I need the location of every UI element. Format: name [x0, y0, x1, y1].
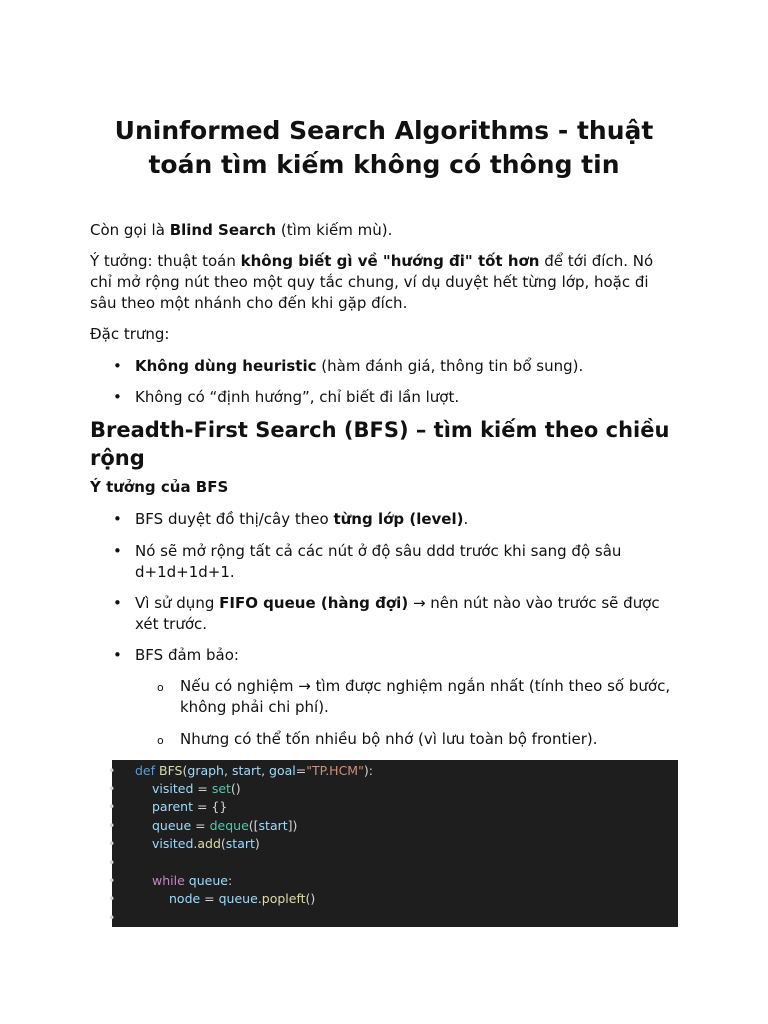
bullet-icon: •	[108, 781, 116, 796]
idea-text: Ý tưởng: thuật toán	[90, 252, 241, 270]
idea-text: để tới đích. Nó chỉ mở rộng nút theo một quy tắc chung, ví dụ duyệt hết từng lớp, hoặc đi sâu theo một nhánh cho đến khi gặp đích.	[90, 252, 654, 312]
bullet-icon: •	[108, 855, 116, 870]
code-token: start	[231, 763, 262, 778]
code-line	[108, 798, 678, 816]
code-token: set	[211, 781, 231, 796]
code-token: (	[182, 763, 188, 778]
bfs-heading: Breadth-First Search (BFS) – tìm kiếm theo chiều rộng	[90, 418, 670, 470]
feature-bold: Không dùng heuristic	[135, 357, 317, 375]
intro-paragraph-2	[90, 251, 668, 314]
bullet-icon: •	[108, 799, 116, 814]
bullet-icon: •	[113, 357, 122, 375]
code-token: queue	[152, 818, 192, 833]
code-token: ):	[363, 763, 373, 778]
code-token: while	[152, 873, 185, 888]
bullet-icon: •	[108, 836, 116, 851]
intro-bold: Blind Search	[169, 221, 277, 239]
code-token: = {}	[192, 799, 228, 814]
bullet-icon: •	[113, 542, 122, 560]
circle-bullet-icon: o	[157, 681, 164, 694]
code-line	[108, 890, 678, 908]
code-token: BFS	[159, 763, 183, 778]
code-token: start	[258, 818, 288, 833]
code-token: def	[135, 763, 156, 778]
item-bold: từng lớp (level)	[333, 510, 464, 528]
intro-paragraph-1	[90, 220, 670, 241]
code-block	[108, 760, 678, 927]
list-item	[113, 509, 680, 530]
page-title: Uninformed Search Algorithms - thuật toán tìm kiếm không có thông tin	[114, 116, 654, 179]
code-line	[108, 780, 678, 798]
code-token: queue	[188, 873, 228, 888]
bullet-icon: •	[113, 510, 122, 528]
item-text: → nên nút nào vào trước sẽ được xét trước.	[135, 594, 660, 633]
circle-bullet-icon: o	[157, 734, 164, 747]
code-token: ,	[261, 763, 270, 778]
intro-text: Còn gọi là	[90, 221, 170, 239]
features-label: Đặc trưng:	[90, 325, 170, 343]
code-line	[108, 909, 678, 927]
item-text: .	[463, 510, 469, 528]
subitem-text: Nhưng có thể tốn nhiều bộ nhớ (vì lưu toàn bộ frontier).	[180, 730, 598, 748]
code-token: "TP.HCM"	[306, 763, 364, 778]
intro-text: (tìm kiếm mù).	[276, 221, 393, 239]
code-token: .	[257, 891, 262, 906]
code-token: =	[295, 763, 307, 778]
bullet-icon: •	[108, 873, 116, 888]
code-line	[108, 762, 678, 780]
sub-list-item	[157, 729, 680, 750]
bullet-icon: •	[108, 818, 116, 833]
code-line	[108, 835, 678, 853]
item-text: Vì sử dụng	[135, 594, 220, 612]
code-token: :	[227, 873, 233, 888]
item-text: BFS đảm bảo:	[135, 646, 239, 664]
bullet-icon: •	[113, 388, 122, 406]
code-token: ()	[230, 781, 241, 796]
code-token: (	[220, 836, 226, 851]
item-bold: FIFO queue (hàng đợi)	[219, 594, 409, 612]
list-item	[113, 387, 680, 408]
code-token: parent	[152, 799, 193, 814]
bullet-icon: •	[113, 646, 122, 664]
feature-text: (hàm đánh giá, thông tin bổ sung).	[316, 357, 584, 375]
code-token: =	[193, 781, 212, 796]
sub-list-item	[157, 676, 680, 718]
code-token: .	[193, 836, 198, 851]
code-token: =	[200, 891, 219, 906]
bfs-subheading: Ý tưởng của BFS	[90, 478, 229, 496]
code-token: goal	[269, 763, 296, 778]
bullet-icon: •	[108, 763, 116, 778]
code-token: node	[169, 891, 201, 906]
bullet-icon: •	[108, 910, 116, 925]
code-token: )	[254, 836, 260, 851]
code-token: graph	[187, 763, 224, 778]
code-token: popleft	[261, 891, 306, 906]
list-item	[113, 645, 680, 666]
code-token: ,	[223, 763, 232, 778]
idea-bold: không biết gì về "hướng đi" tốt hơn	[240, 252, 540, 270]
feature-text: Không có “định hướng”, chỉ biết đi lần lượt.	[135, 388, 460, 406]
list-item	[113, 593, 670, 635]
code-token: visited	[152, 836, 194, 851]
list-item	[113, 356, 680, 377]
code-token: =	[191, 818, 210, 833]
subitem-text: Nếu có nghiệm → tìm được nghiệm ngắn nhất (tính theo số bước, không phải chi phí).	[180, 677, 671, 716]
code-line	[108, 872, 678, 890]
bullet-icon: •	[113, 594, 122, 612]
code-token: queue	[218, 891, 258, 906]
bullet-icon: •	[108, 891, 116, 906]
code-token: deque	[209, 818, 249, 833]
code-line	[108, 817, 678, 835]
list-item	[113, 541, 635, 583]
code-token: add	[197, 836, 221, 851]
item-text: Nó sẽ mở rộng tất cả các nút ở độ sâu ddd trước khi sang độ sâu d+1d+1d+1.	[135, 542, 622, 581]
code-line	[108, 854, 678, 872]
code-token: visited	[152, 781, 194, 796]
code-token: ([	[248, 818, 259, 833]
code-token: ()	[305, 891, 316, 906]
code-token: start	[225, 836, 255, 851]
code-token: ])	[287, 818, 298, 833]
item-text: BFS duyệt đồ thị/cây theo	[135, 510, 334, 528]
